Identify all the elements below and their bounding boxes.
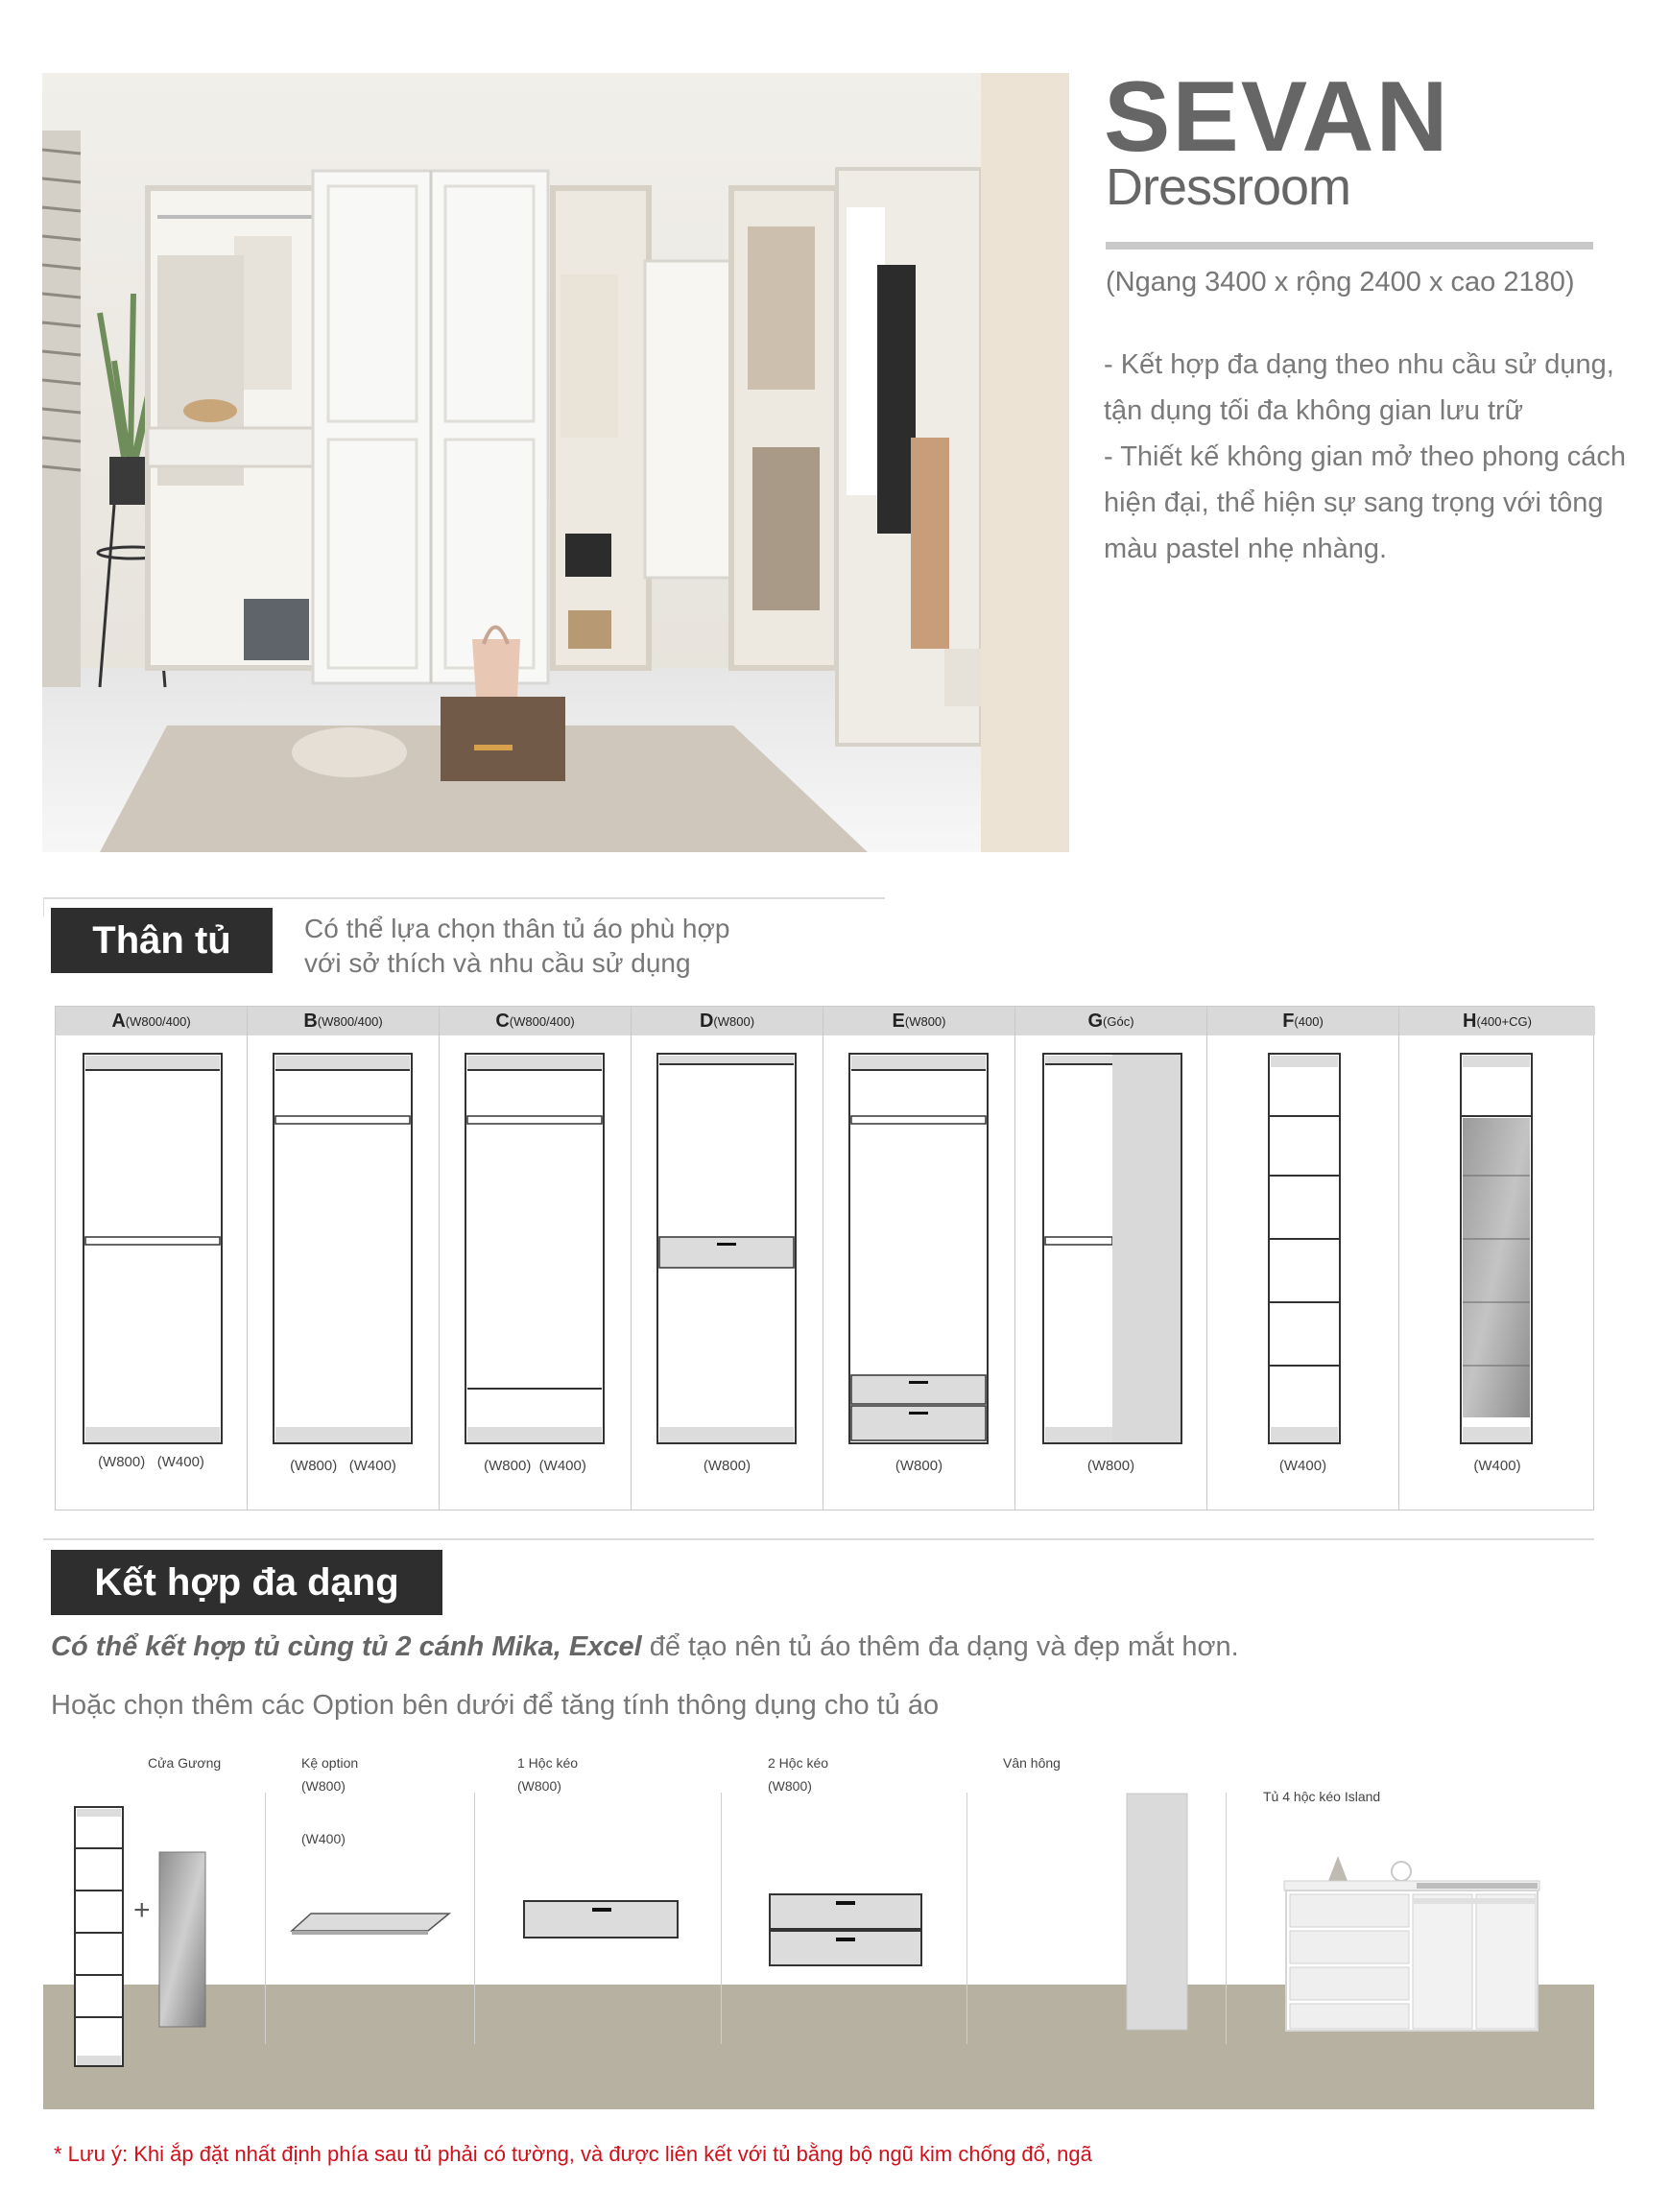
brand-subtitle: Dressroom (1106, 158, 1351, 216)
option-separator (1226, 1793, 1227, 2044)
module-footer: (W800) (W400) (290, 1458, 396, 1474)
module-header (632, 1007, 823, 1035)
description-line: tận dụng tối đa không gian lưu trữ (1104, 395, 1524, 426)
module-spec: (W800) (713, 1013, 755, 1029)
module-column-c (440, 1007, 632, 1510)
description-line: màu pastel nhẹ nhàng. (1104, 534, 1388, 564)
module-letter: F (1282, 1010, 1295, 1032)
module-spec: (W800) (904, 1013, 946, 1029)
hero-photo (42, 73, 1069, 852)
option-label-drawer1-w: (W800) (517, 1778, 561, 1794)
combine-bold-text: Có thể kết hợp tủ cùng tủ 2 cánh Mika, Excel (51, 1631, 642, 1662)
option-separator (474, 1793, 475, 2044)
module-footer: (W800) (W400) (98, 1454, 204, 1470)
module-footer: (W400) (1278, 1458, 1327, 1474)
module-drawing (273, 1053, 413, 1446)
section-divider (43, 897, 885, 899)
description-line: - Kết hợp đa dạng theo nhu cầu sử dụng, (1104, 349, 1614, 380)
module-table (55, 1006, 1594, 1510)
module-spec: (Góc) (1103, 1013, 1134, 1029)
side-panel-drawing (1126, 1793, 1188, 2031)
option-label-mirror-door: Cửa Gương (148, 1755, 222, 1771)
module-column-f (1207, 1007, 1399, 1510)
module-letter: A (111, 1010, 126, 1032)
module-header (1015, 1007, 1206, 1035)
section-heading-combine: Kết hợp đa dạng (51, 1550, 442, 1615)
module-column-a (56, 1007, 248, 1510)
option-separator (966, 1793, 967, 2044)
module-footer: (W800) (895, 1458, 943, 1474)
combine-rest-text: để tạo nên tủ áo thêm đa dạng và đẹp mắt hơn. (641, 1631, 1239, 1662)
module-column-b (248, 1007, 440, 1510)
double-drawer-drawing (769, 1893, 922, 1966)
option-label-drawer2: 2 Hộc kéo (768, 1755, 829, 1771)
option-label-island: Tủ 4 hộc kéo Island (1263, 1789, 1381, 1804)
section-heading-body: Thân tủ (51, 908, 273, 973)
module-drawing (656, 1053, 797, 1446)
module-letter: D (699, 1010, 714, 1032)
title-divider (1106, 242, 1593, 250)
description-line: - Thiết kế không gian mở theo phong cách (1104, 441, 1627, 472)
module-drawing (1460, 1053, 1533, 1446)
module-header (440, 1007, 631, 1035)
module-footer: (W800) (W400) (484, 1458, 586, 1474)
module-header (1399, 1007, 1595, 1035)
module-header (823, 1007, 1014, 1035)
module-drawing (465, 1053, 605, 1446)
module-drawing (848, 1053, 989, 1446)
section-divider (43, 1538, 1594, 1540)
module-spec: (400+CG) (1476, 1013, 1532, 1029)
module-column-e (823, 1007, 1015, 1510)
plus-sign: + (133, 1894, 151, 1926)
module-letter: H (1463, 1010, 1477, 1032)
module-column-h (1399, 1007, 1595, 1510)
module-header (248, 1007, 439, 1035)
island-drawer-unit-drawing (1282, 1846, 1541, 2034)
brand-title: SEVAN (1104, 61, 1450, 173)
module-column-g (1015, 1007, 1207, 1510)
module-footer: (W400) (1473, 1458, 1521, 1474)
body-section-text: với sở thích và nhu cầu sử dụng (304, 948, 691, 978)
body-section-text: Có thể lựa chọn thân tủ áo phù hợp (304, 914, 730, 943)
mirror-door-drawing (158, 1851, 206, 2028)
shelf-drawing (288, 1910, 451, 1938)
module-spec: (W800/400) (509, 1013, 575, 1029)
combine-text-line1 (51, 1631, 1239, 1663)
module-footer: (W800) (703, 1458, 752, 1474)
module-letter: C (495, 1010, 510, 1032)
description-line: hiện đại, thể hiện sự sang trọng với tông (1104, 488, 1604, 518)
module-letter: B (303, 1010, 318, 1032)
module-column-d (632, 1007, 823, 1510)
module-footer: (W800) (1086, 1458, 1135, 1474)
option-separator (721, 1793, 722, 2044)
module-drawing (83, 1053, 223, 1446)
module-header (56, 1007, 247, 1035)
option-separator (265, 1793, 266, 2044)
module-letter: G (1087, 1010, 1104, 1032)
module-header (1207, 1007, 1398, 1035)
module-spec: (W800/400) (125, 1013, 191, 1029)
option-label-side-panel: Vân hông (1003, 1755, 1061, 1771)
option-label-shelf-w800: (W800) (301, 1778, 346, 1794)
installation-note: * Lưu ý: Khi ắp đặt nhất định phía sau tủ phải có tường, và được liên kết với tủ bằng bộ ngũ kim chống đổ, ngã (54, 2142, 1092, 2166)
module-spec: (W800/400) (317, 1013, 383, 1029)
module-drawing (1268, 1053, 1341, 1446)
module-spec: (400) (1294, 1013, 1324, 1029)
option-label-shelf-w400: (W400) (301, 1831, 346, 1846)
product-dimensions: (Ngang 3400 x rộng 2400 x cao 2180) (1106, 267, 1575, 297)
section-divider-tick (43, 897, 44, 916)
combine-text-line2: Hoặc chọn thêm các Option bên dưới để tăng tính thông dụng cho tủ áo (51, 1690, 940, 1721)
option-label-drawer2-w: (W800) (768, 1778, 812, 1794)
module-drawing (1042, 1053, 1182, 1446)
option-label-shelf: Kệ option (301, 1755, 359, 1771)
module-letter: E (892, 1010, 905, 1032)
dressroom-photo-illustration (42, 73, 1069, 852)
single-drawer-drawing (523, 1900, 679, 1938)
option-label-drawer1: 1 Hộc kéo (517, 1755, 579, 1771)
open-shelf-unit-drawing (74, 1806, 124, 2067)
